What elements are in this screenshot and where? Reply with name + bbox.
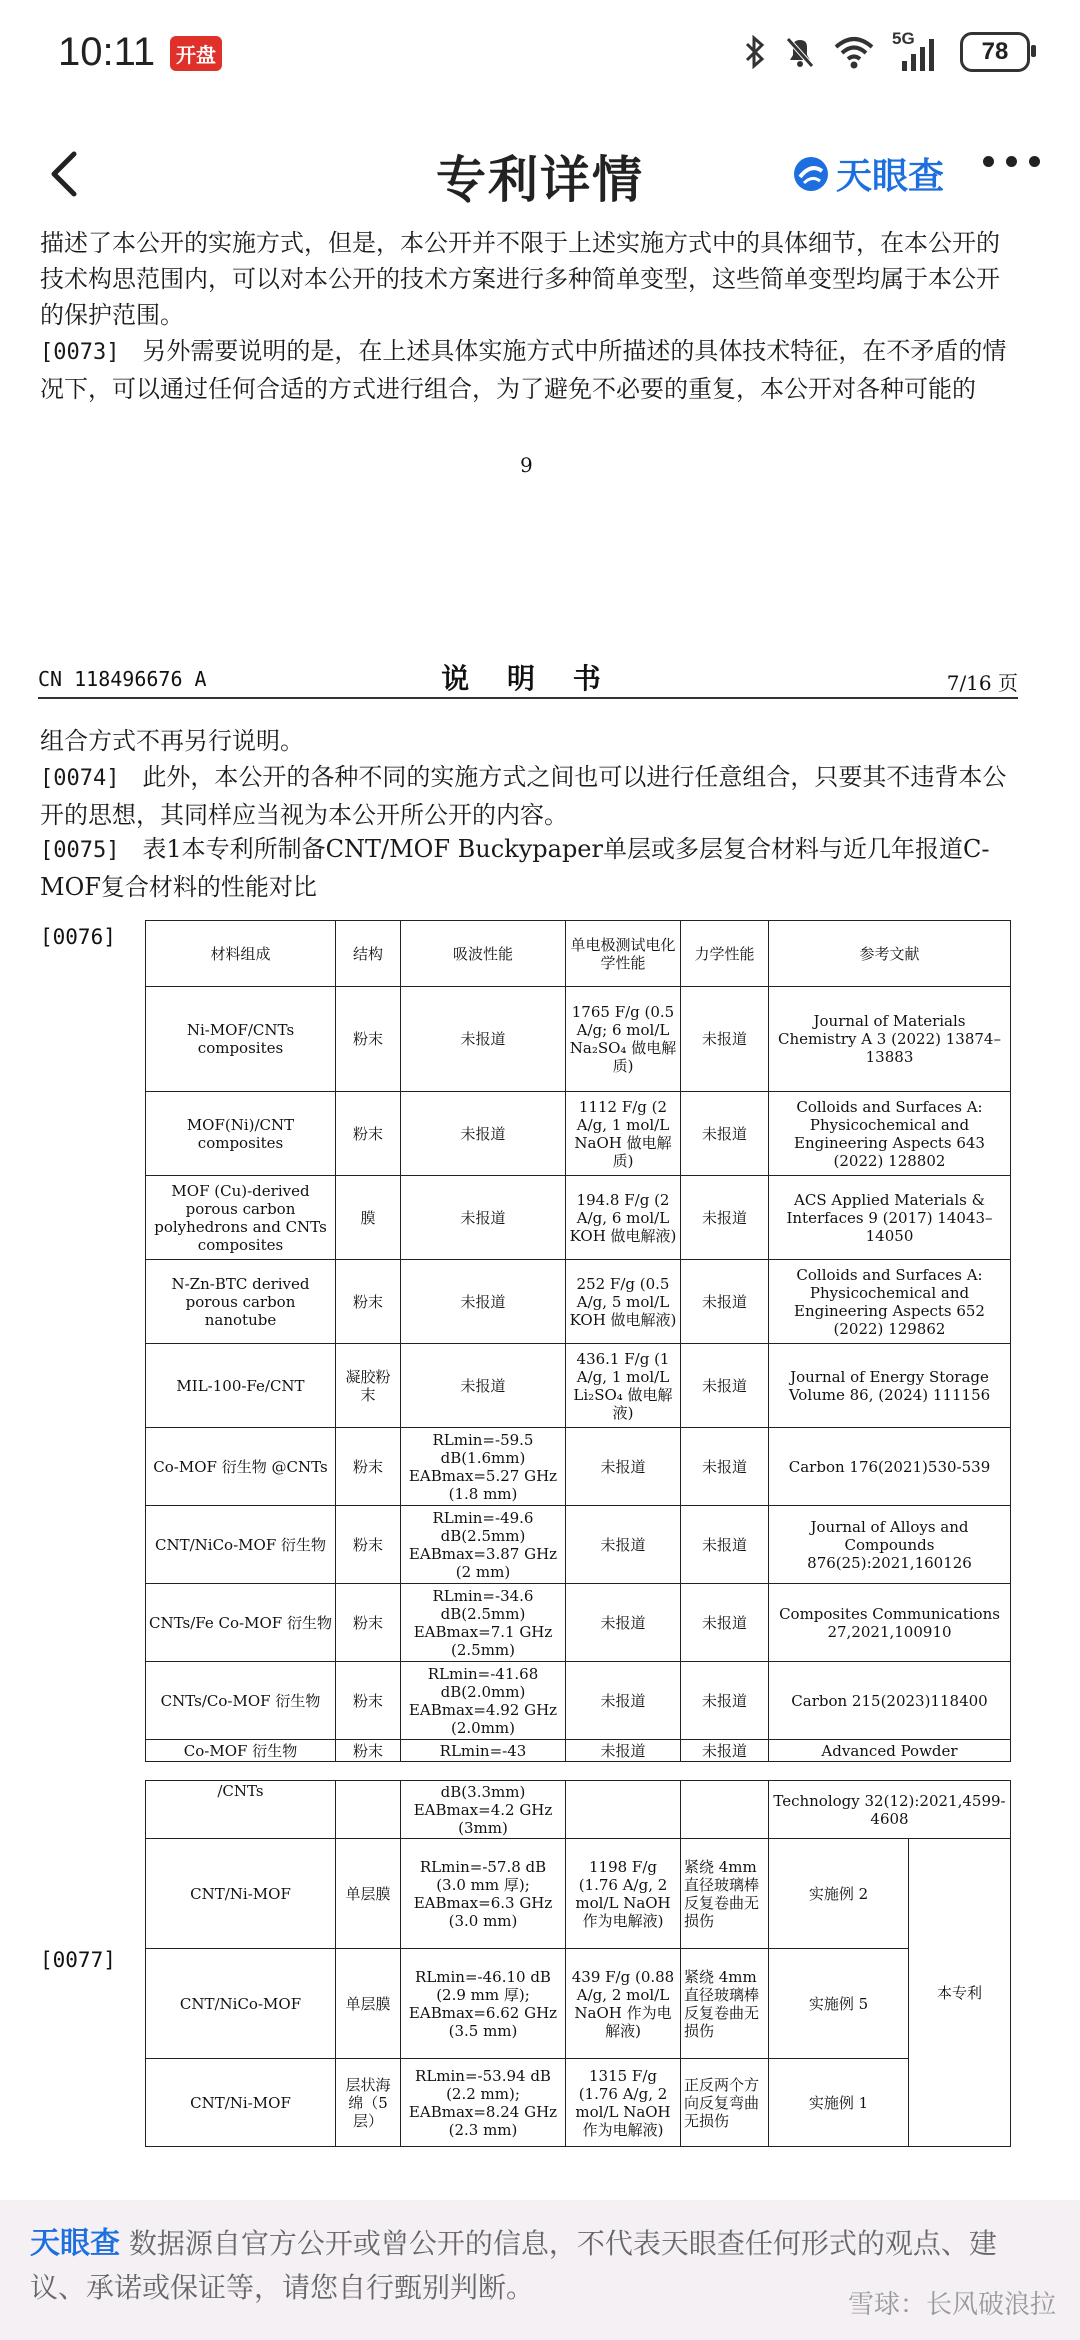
section-title: 说 明 书 (441, 662, 615, 695)
paragraph-number: [0075] (40, 838, 120, 863)
table-row (146, 987, 1011, 1092)
paragraph-text: 此外，本公开的各种不同的实施方式之间也可以进行任意组合，只要其不违背本公开的思想，其同样应当视为本公开所公开的内容。 (40, 763, 1007, 829)
paragraph-number-0076: [0076] (40, 925, 116, 949)
table-cell: Colloids and Surfaces A: Physicochemical and Engineering Aspects 643 (2022) 128802 (769, 1092, 1011, 1176)
document-header (38, 662, 1018, 699)
disclaimer-text: 数据源自官方公开或曾公开的信息，不代表天眼查任何形式的观点、建议、承诺或保证等，请您自行甄别判断。 (30, 2227, 997, 2304)
table-cell: 粉末 (336, 1092, 401, 1176)
table-cell: 未报道 (681, 1344, 769, 1428)
table-cell: 未报道 (681, 1662, 769, 1740)
tianyancha-logo-icon (792, 155, 830, 193)
table-cell: 未报道 (566, 1584, 681, 1662)
table-cell: dB(3.3mm) EABmax=4.2 GHz (3mm) (401, 1781, 566, 1839)
table-cell: CNT/NiCo-MOF 衍生物 (146, 1506, 336, 1584)
table-cell: 凝胶粉末 (336, 1344, 401, 1428)
table-cell: Journal of Materials Chemistry A 3 (2022) 13874–13883 (769, 987, 1011, 1092)
table-cell: 粉末 (336, 1662, 401, 1740)
table-row (146, 1949, 1011, 2059)
table-row (146, 1176, 1011, 1260)
comparison-table-part2 (145, 1780, 1011, 2147)
table-cell: Ni-MOF/CNTs composites (146, 987, 336, 1092)
table-cell: MIL-100-Fe/CNT (146, 1344, 336, 1428)
table-cell: CNT/NiCo-MOF (146, 1949, 336, 2059)
table-cell: 粉末 (336, 1506, 401, 1584)
table-cell: Carbon 176(2021)530-539 (769, 1428, 1011, 1506)
table-header-cell: 力学性能 (681, 921, 769, 987)
nav-bar (0, 110, 1080, 235)
page-title: 专利详情 (436, 151, 644, 209)
table-cell: Carbon 215(2023)118400 (769, 1662, 1011, 1740)
table-cell: 粉末 (336, 987, 401, 1092)
comparison-table-part1 (145, 920, 1011, 1762)
table-cell: Technology 32(12):2021,4599-4608 (769, 1781, 1011, 1839)
table-cell: RLmin=-49.6 dB(2.5mm) EABmax=3.87 GHz (2 mm) (401, 1506, 566, 1584)
table-cell: 未报道 (681, 1176, 769, 1260)
table-row (146, 1740, 1011, 1762)
table-header-row (146, 921, 1011, 987)
table-cell: 1765 F/g (0.5 A/g; 6 mol/L Na₂SO₄ 做电解质) (566, 987, 681, 1092)
table-cell: 未报道 (401, 1344, 566, 1428)
table-header-cell: 结构 (336, 921, 401, 987)
table-cell: 正反两个方向反复弯曲无损伤 (681, 2059, 769, 2147)
paragraph-text: 另外需要说明的是，在上述具体实施方式中所描述的具体技术特征，在不矛盾的情况下，可以通过任何合适的方式进行组合，为了避免不必要的重复，本公开对各种可能的 (40, 337, 1007, 403)
table-cell: RLmin=-46.10 dB (2.9 mm 厚); EABmax=6.62 GHz (3.5 mm) (401, 1949, 566, 2059)
table-cell: 未报道 (681, 1584, 769, 1662)
table-cell: 单层膜 (336, 1949, 401, 2059)
page-indicator: 7/16 页 (946, 671, 1018, 695)
table-cell: Journal of Energy Storage Volume 86, (2024) 111156 (769, 1344, 1011, 1428)
table-cell (336, 1781, 401, 1839)
tianyancha-footer-logo: 天眼查 (30, 2226, 120, 2261)
table-row (146, 1428, 1011, 1506)
status-icons (744, 30, 1030, 74)
paragraph-number: [0074] (40, 766, 120, 791)
table-header-cell: 吸波性能 (401, 921, 566, 987)
table-row (146, 1506, 1011, 1584)
table-cell: RLmin=-57.8 dB (3.0 mm 厚); EABmax=6.3 GHz (3.0 mm) (401, 1839, 566, 1949)
table-row (146, 1584, 1011, 1662)
table-cell: 未报道 (681, 1428, 769, 1506)
table-cell: RLmin=-59.5 dB(1.6mm) EABmax=5.27 GHz (1.8 mm) (401, 1428, 566, 1506)
table-row (146, 2059, 1011, 2147)
paragraph-number: [0073] (40, 340, 120, 365)
status-bar (0, 0, 1080, 110)
table-cell: 未报道 (681, 1506, 769, 1584)
table-cell: 1315 F/g (1.76 A/g, 2 mol/L NaOH 作为电解液) (566, 2059, 681, 2147)
table-row (146, 1260, 1011, 1344)
table-cell: 未报道 (566, 1662, 681, 1740)
table-cell: 紧绕 4mm 直径玻璃棒反复卷曲无损伤 (681, 1949, 769, 2059)
table-cell: Advanced Powder (769, 1740, 1011, 1762)
table-cell: 439 F/g (0.88 A/g, 2 mol/L NaOH 作为电解液) (566, 1949, 681, 2059)
table-cell: Composites Communications 27,2021,100910 (769, 1584, 1011, 1662)
watermark: 雪球：长风破浪拉 (847, 2290, 1056, 2320)
more-menu-icon[interactable] (983, 156, 1040, 167)
table-cell: 194.8 F/g (2 A/g, 6 mol/L KOH 做电解液) (566, 1176, 681, 1260)
page-number: 9 (520, 453, 533, 477)
table-cell: Journal of Alloys and Compounds 876(25):2021,160126 (769, 1506, 1011, 1584)
table-cell: 未报道 (401, 987, 566, 1092)
patent-document-view[interactable] (0, 229, 1080, 2200)
table-cell: 未报道 (401, 1176, 566, 1260)
table-cell: Co-MOF 衍生物 (146, 1740, 336, 1762)
table-cell: 未报道 (566, 1428, 681, 1506)
wifi-icon (834, 35, 874, 69)
table-cell (566, 1781, 681, 1839)
table-cell: 层状海绵（5层） (336, 2059, 401, 2147)
paragraph-0075 (40, 831, 1020, 905)
battery-indicator (960, 32, 1030, 72)
table-cell: N-Zn-BTC derived porous carbon nanotube (146, 1260, 336, 1344)
table-cell: Colloids and Surfaces A: Physicochemical and Engineering Aspects 652 (2022) 129862 (769, 1260, 1011, 1344)
table-cell: ACS Applied Materials & Interfaces 9 (2017) 14043–14050 (769, 1176, 1011, 1260)
paragraph-0074 (40, 759, 1020, 833)
table-cell: MOF (Cu)-derived porous carbon polyhedrons and CNTs composites (146, 1176, 336, 1260)
table-cell: 粉末 (336, 1740, 401, 1762)
brand-name: 天眼查 (836, 156, 945, 197)
table-cell: 实施例 2 (769, 1839, 909, 1949)
table-header-cell: 单电极测试电化学性能 (566, 921, 681, 987)
table-header-cell: 材料组成 (146, 921, 336, 987)
table-cell: 粉末 (336, 1428, 401, 1506)
table-cell: 膜 (336, 1176, 401, 1260)
paragraph-number-0077: [0077] (40, 1948, 116, 1972)
this-patent-cell: 本专利 (909, 1839, 1011, 2147)
table-cell: 实施例 1 (769, 2059, 909, 2147)
market-open-badge: 开盘 (170, 36, 222, 71)
table-row (146, 1092, 1011, 1176)
table-cell: 紧绕 4mm 直径玻璃棒反复卷曲无损伤 (681, 1839, 769, 1949)
table-cell: /CNTs (146, 1781, 336, 1839)
table-cell: Co-MOF 衍生物 @CNTs (146, 1428, 336, 1506)
mute-bell-icon (784, 35, 816, 69)
paragraph-continued: 描述了本公开的实施方式，但是，本公开并不限于上述实施方式中的具体细节，在本公开的技术构思范围内，可以对本公开的技术方案进行多种简单变型，这些简单变型均属于本公开的保护范围。 (40, 229, 1000, 329)
table-row (146, 1662, 1011, 1740)
table-row (146, 1344, 1011, 1428)
table-cell: 1112 F/g (2 A/g, 1 mol/L NaOH 做电解质) (566, 1092, 681, 1176)
table-cell: CNTs/Co-MOF 衍生物 (146, 1662, 336, 1740)
table-cell: 未报道 (681, 1740, 769, 1762)
table-row (146, 1781, 1011, 1839)
table-cell: 未报道 (681, 987, 769, 1092)
table-cell (681, 1781, 769, 1839)
table-cell: 粉末 (336, 1260, 401, 1344)
table-row (146, 1839, 1011, 1949)
table-cell: 436.1 F/g (1 A/g, 1 mol/L Li₂SO₄ 做电解液) (566, 1344, 681, 1428)
paragraph-continued-2: 组合方式不再另行说明。 (40, 727, 304, 755)
network-type-label: 5G (892, 29, 915, 48)
patent-number: CN 118496676 A (38, 667, 207, 691)
table-cell: RLmin=-34.6 dB(2.5mm) EABmax=7.1 GHz (2.5mm) (401, 1584, 566, 1662)
table-cell: CNTs/Fe Co-MOF 衍生物 (146, 1584, 336, 1662)
table-cell: CNT/Ni-MOF (146, 2059, 336, 2147)
cellular-signal-icon (892, 29, 942, 71)
table-cell: RLmin=-41.68 dB(2.0mm) EABmax=4.92 GHz (2.0mm) (401, 1662, 566, 1740)
table-cell: 粉末 (336, 1584, 401, 1662)
paragraph-0073 (40, 333, 1020, 407)
table-cell: 单层膜 (336, 1839, 401, 1949)
table-cell: 未报道 (681, 1092, 769, 1176)
table-cell: MOF(Ni)/CNT composites (146, 1092, 336, 1176)
table-cell: 未报道 (401, 1092, 566, 1176)
battery-level: 78 (981, 38, 1009, 65)
table-cell: 未报道 (681, 1260, 769, 1344)
table-cell: 未报道 (566, 1740, 681, 1762)
table-cell: 252 F/g (0.5 A/g, 5 mol/L KOH 做电解液) (566, 1260, 681, 1344)
table-header-cell: 参考文献 (769, 921, 1011, 987)
table-cell: CNT/Ni-MOF (146, 1839, 336, 1949)
tianyancha-logo[interactable] (792, 148, 944, 199)
table-cell: RLmin=-53.94 dB (2.2 mm); EABmax=8.24 GHz (2.3 mm) (401, 2059, 566, 2147)
table-cell: RLmin=-43 (401, 1740, 566, 1762)
table-cell: 未报道 (401, 1260, 566, 1344)
disclaimer-footer (0, 2200, 1080, 2340)
clock: 10:11 (58, 30, 156, 74)
paragraph-text: 表1本专利所制备CNT/MOF Buckypaper单层或多层复合材料与近几年报道C-MOF复合材料的性能对比 (40, 835, 990, 901)
table-cell: 1198 F/g (1.76 A/g, 2 mol/L NaOH 作为电解液) (566, 1839, 681, 1949)
bluetooth-icon (744, 35, 766, 69)
table-cell: 实施例 5 (769, 1949, 909, 2059)
table-cell: 未报道 (566, 1506, 681, 1584)
